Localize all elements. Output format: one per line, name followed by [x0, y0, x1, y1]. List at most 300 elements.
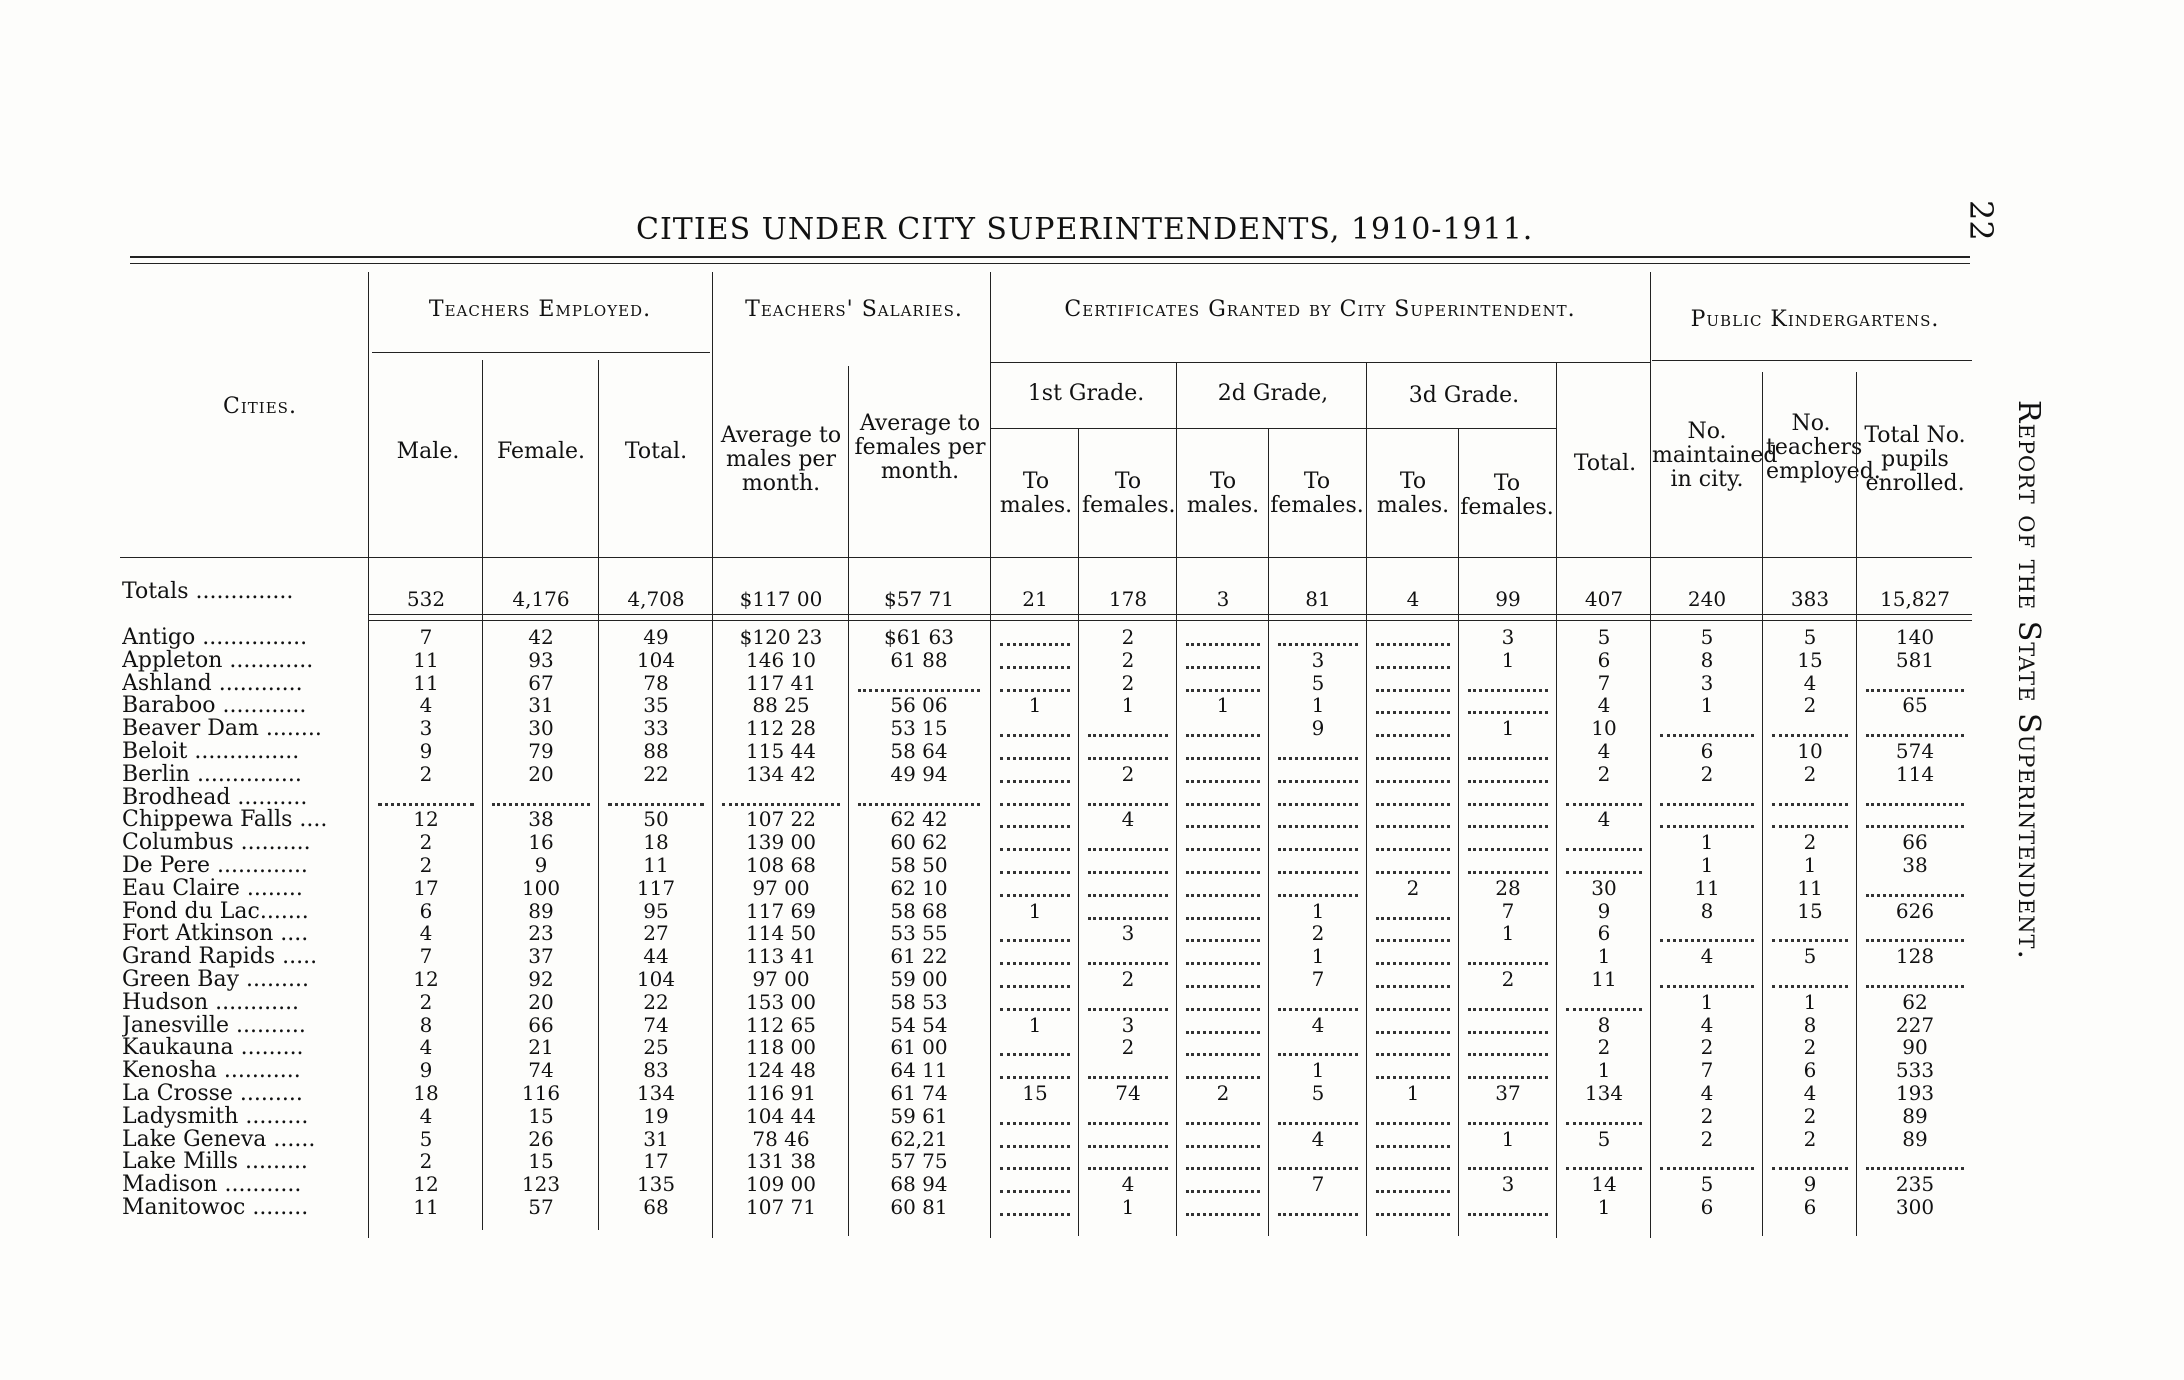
leader-dots [492, 800, 590, 806]
table-cell: 60 81 [890, 1195, 948, 1219]
col-rule [1366, 362, 1367, 1236]
leader-dots [1468, 708, 1548, 714]
header-female: Female. [496, 439, 586, 464]
leader-dots [1278, 1164, 1358, 1170]
rule [372, 352, 710, 353]
table-cell: 11 [413, 647, 439, 672]
table-cell: 2 [1501, 967, 1515, 991]
table-cell: 58 68 [890, 898, 948, 923]
header-g2-males: To males. [1186, 469, 1260, 518]
table-cell: 19 [643, 1103, 669, 1128]
table-cell: 9 [1803, 1172, 1817, 1197]
table-cell: 74 [528, 1058, 554, 1083]
row-city-name: Beloit ............... [122, 740, 300, 763]
leader-dots [1376, 822, 1450, 828]
table-cell: 59 00 [890, 967, 948, 991]
table-cell: 6 [419, 898, 433, 923]
leader-dots [1278, 845, 1358, 851]
table-cell: 12 [413, 967, 439, 991]
table-cell: 2 [1597, 761, 1611, 786]
table-cell: 12 [413, 807, 439, 832]
table-cell: 93 [528, 647, 554, 672]
table-cell: 65 [1902, 693, 1928, 718]
leader-dots [1088, 1073, 1168, 1079]
table-cell: 8 [1700, 898, 1714, 923]
table-cell: 112 28 [746, 716, 816, 741]
leader-dots [1000, 686, 1070, 692]
table-cell: 20 [528, 989, 554, 1014]
table-cell: 2 [1803, 1035, 1817, 1060]
row-city-name: Madison ........... [122, 1173, 302, 1197]
table-cell: 581 [1895, 647, 1935, 672]
leader-dots [1376, 1119, 1450, 1125]
table-cell: 235 [1895, 1172, 1935, 1197]
leader-dots [1186, 1005, 1260, 1011]
table-cell: 2 [1121, 647, 1135, 672]
leader-dots [1866, 822, 1964, 828]
leader-dots [1088, 1164, 1168, 1170]
table-cell: 56 06 [890, 693, 948, 718]
leader-dots [1468, 1164, 1548, 1170]
leader-dots [378, 800, 474, 806]
table-cell: 83 [643, 1058, 669, 1083]
row-city-name: Ashland ............ [122, 671, 303, 695]
table-cell: 58 53 [890, 989, 948, 1014]
table-cell: 2 [1406, 875, 1420, 900]
leader-dots [1660, 800, 1754, 806]
table-cell: 2 [1311, 921, 1325, 946]
totals-cell: 3 [1216, 587, 1230, 611]
leader-dots [1468, 1050, 1548, 1056]
table-cell: 23 [528, 921, 554, 946]
leader-dots [1376, 845, 1450, 851]
leader-dots [1088, 959, 1168, 965]
table-cell: 7 [1311, 1172, 1325, 1197]
table-cell: 25 [643, 1035, 669, 1060]
leader-dots [1278, 1210, 1358, 1216]
leader-dots [1376, 708, 1450, 714]
row-city-name: Columbus .......... [122, 831, 311, 855]
leader-dots [1186, 1050, 1260, 1056]
table-cell: 50 [643, 807, 669, 832]
table-cell: 6 [1803, 1058, 1817, 1083]
table-cell: 2 [1121, 625, 1135, 649]
header-k-pupils: Total No. pupils enrolled. [1864, 423, 1966, 496]
row-city-name: Grand Rapids ..... [122, 945, 318, 969]
table-cell: 107 22 [746, 807, 816, 832]
table-cell: 92 [528, 967, 554, 991]
leader-dots [1376, 982, 1450, 988]
row-city-name: Kaukauna ......... [122, 1036, 304, 1060]
row-city-name: De Pere ............. [122, 854, 308, 877]
table-cell: 11 [413, 1195, 439, 1219]
table-cell: 2 [1803, 830, 1817, 855]
table-cell: 1 [1700, 830, 1714, 855]
table-cell: 114 [1895, 761, 1935, 786]
table-cell: 6 [1597, 921, 1611, 946]
table-cell: 59 61 [890, 1103, 948, 1128]
header-g3-females: To females. [1460, 471, 1554, 520]
row-city-name: Ladysmith ......... [122, 1104, 309, 1128]
table-cell: 33 [643, 716, 669, 741]
header-grade3: 3d Grade. [1408, 383, 1520, 408]
table-cell: 2 [1121, 967, 1135, 991]
leader-dots [1866, 982, 1964, 988]
leader-dots [1186, 1142, 1260, 1148]
leader-dots [1186, 731, 1260, 737]
table-cell: 31 [528, 693, 554, 718]
leader-dots [1186, 1164, 1260, 1170]
table-cell: 67 [528, 670, 554, 695]
table-cell: 38 [528, 807, 554, 832]
leader-dots [1468, 845, 1548, 851]
leader-dots [1088, 1005, 1168, 1011]
table-cell: 1 [1028, 898, 1042, 923]
table-cell: 7 [419, 944, 433, 969]
table-cell: 15 [1797, 898, 1823, 923]
table-cell: 22 [643, 761, 669, 786]
totals-cell: 407 [1584, 587, 1624, 611]
table-cell: 134 [636, 1081, 676, 1105]
row-city-name: Baraboo ............ [122, 694, 307, 718]
leader-dots [1468, 686, 1548, 692]
table-cell: 61 00 [890, 1035, 948, 1060]
leader-dots [1088, 731, 1168, 737]
table-cell: 74 [1115, 1081, 1141, 1105]
table-cell: 88 [643, 739, 669, 763]
table-cell: 4 [1803, 670, 1817, 695]
leader-dots [1772, 800, 1848, 806]
leader-dots [1772, 731, 1848, 737]
leader-dots [1088, 891, 1168, 897]
leader-dots [1468, 1119, 1548, 1125]
table-cell: 1 [1216, 693, 1230, 718]
table-cell: 113 41 [746, 944, 816, 969]
table-cell: 1 [1501, 1126, 1515, 1151]
table-cell: 4 [1803, 1081, 1817, 1105]
table-cell: 4 [1700, 1012, 1714, 1037]
table-cell: 2 [1700, 1103, 1714, 1128]
table-cell: 1 [1501, 647, 1515, 672]
table-cell: 2 [1121, 761, 1135, 786]
leader-dots [1866, 731, 1964, 737]
table-cell: 58 50 [890, 853, 948, 877]
table-cell: 2 [1803, 1103, 1817, 1128]
leader-dots [1000, 845, 1070, 851]
leader-dots [858, 800, 980, 806]
leader-dots [1186, 1187, 1260, 1193]
table-cell: 2 [1700, 761, 1714, 786]
leader-dots [1088, 845, 1168, 851]
totals-cell: 4,176 [512, 587, 570, 611]
table-cell: 66 [528, 1012, 554, 1037]
table-cell: 533 [1895, 1058, 1935, 1083]
table-cell: 1 [1700, 693, 1714, 718]
row-city-name: Eau Claire ........ [122, 876, 303, 900]
table-cell: 1 [1311, 898, 1325, 923]
leader-dots [1376, 959, 1450, 965]
table-cell: 53 55 [890, 921, 948, 946]
col-rule [1458, 428, 1459, 1236]
table-cell: 116 [521, 1081, 561, 1105]
leader-dots [1088, 914, 1168, 920]
table-cell: 7 [419, 625, 433, 649]
table-cell: 11 [1694, 875, 1720, 900]
table-cell: 1 [1121, 693, 1135, 718]
totals-cell: 178 [1108, 587, 1148, 611]
leader-dots [1000, 754, 1070, 760]
table-cell: 3 [1700, 670, 1714, 695]
leader-dots [1376, 936, 1450, 942]
table-cell: 104 [636, 967, 676, 991]
leader-dots [1866, 800, 1964, 806]
table-cell: 9 [419, 739, 433, 763]
table-cell: 9 [419, 1058, 433, 1083]
table-cell: 117 69 [746, 898, 816, 923]
leader-dots [1186, 1073, 1260, 1079]
table-cell: 27 [643, 921, 669, 946]
table-cell: 89 [1902, 1103, 1928, 1128]
table-cell: 38 [1902, 853, 1928, 877]
table-cell: 7 [1597, 670, 1611, 695]
leader-dots [1376, 754, 1450, 760]
table-cell: 2 [419, 1149, 433, 1174]
table-cell: 2 [419, 830, 433, 855]
table-cell: 11 [643, 853, 669, 877]
leader-dots [1866, 1164, 1964, 1170]
table-cell: 128 [1895, 944, 1935, 969]
table-cell: 6 [1597, 647, 1611, 672]
header-avg-males: Average to males per month. [720, 423, 842, 496]
table-cell: 5 [1803, 944, 1817, 969]
totals-cell: 240 [1687, 587, 1727, 611]
table-cell: 139 00 [746, 830, 816, 855]
table-cell: 61 88 [890, 647, 948, 672]
table-cell: 193 [1895, 1081, 1935, 1105]
table-cell: 1 [1311, 693, 1325, 718]
leader-dots [1376, 1050, 1450, 1056]
table-cell: 30 [1591, 875, 1617, 900]
header-grade1: 1st Grade. [1027, 381, 1145, 406]
table-cell: 49 94 [890, 761, 948, 786]
col-rule [1762, 372, 1763, 1236]
table-cell: 26 [528, 1126, 554, 1151]
table-cell: 44 [643, 944, 669, 969]
table-cell: 9 [534, 853, 548, 877]
table-cell: 6 [1803, 1195, 1817, 1219]
table-cell: 2 [1121, 1035, 1135, 1060]
table-cell: 53 15 [890, 716, 948, 741]
table-cell: 2 [1597, 1035, 1611, 1060]
table-cell: 4 [1121, 1172, 1135, 1197]
table-cell: 135 [636, 1172, 676, 1197]
leader-dots [1278, 754, 1358, 760]
leader-dots [1376, 663, 1450, 669]
leader-dots [1088, 1142, 1168, 1148]
table-cell: 11 [1797, 875, 1823, 900]
leader-dots [1660, 936, 1754, 942]
table-cell: 4 [1597, 693, 1611, 718]
row-city-name: Chippewa Falls .... [122, 808, 328, 832]
table-cell: 68 94 [890, 1172, 948, 1197]
leader-dots [1566, 845, 1642, 851]
table-cell: 1 [1597, 1195, 1611, 1219]
leader-dots [1468, 1028, 1548, 1034]
leader-dots [1468, 822, 1548, 828]
leader-dots [1278, 891, 1358, 897]
row-city-name: Antigo ............... [122, 626, 308, 649]
table-cell: 2 [1803, 693, 1817, 718]
leader-dots [1376, 1210, 1450, 1216]
table-cell: 574 [1895, 739, 1935, 763]
table-cell: 4 [1597, 739, 1611, 763]
table-cell: 90 [1902, 1035, 1928, 1060]
leader-dots [1468, 1005, 1548, 1011]
table-cell: 4 [419, 1035, 433, 1060]
leader-dots [1186, 663, 1260, 669]
header-g1-males: To males. [999, 469, 1073, 518]
table-cell: 1 [1501, 921, 1515, 946]
table-cell: 1 [1406, 1081, 1420, 1105]
col-rule [1078, 428, 1079, 1236]
header-male: Male. [396, 439, 460, 464]
table-cell: 10 [1797, 739, 1823, 763]
table-cell: 116 91 [746, 1081, 816, 1105]
header-g2-females: To females. [1270, 469, 1364, 518]
table-cell: 227 [1895, 1012, 1935, 1037]
table-cell: 108 68 [746, 853, 816, 877]
table-cell: 15 [528, 1149, 554, 1174]
table-cell: 57 75 [890, 1149, 948, 1174]
totals-cell: 532 [406, 587, 446, 611]
leader-dots [1376, 914, 1450, 920]
table-cell: 117 41 [746, 670, 816, 695]
leader-dots [1000, 663, 1070, 669]
leader-dots [1468, 868, 1548, 874]
table-cell: 1 [1121, 1195, 1135, 1219]
col-rule [1556, 362, 1557, 1238]
leader-dots [1186, 800, 1260, 806]
table-cell: 22 [643, 989, 669, 1014]
table-cell: 62 [1902, 989, 1928, 1014]
table-cell: 2 [1700, 1035, 1714, 1060]
rule [368, 614, 1972, 615]
table-cell: 5 [1597, 1126, 1611, 1151]
leader-dots [1000, 640, 1070, 646]
table-cell: 8 [1803, 1012, 1817, 1037]
table-cell: 112 65 [746, 1012, 816, 1037]
table-cell: 115 44 [746, 739, 816, 763]
table-cell: 58 64 [890, 739, 948, 763]
table-cell: 5 [1597, 625, 1611, 649]
table-cell: 2 [419, 989, 433, 1014]
leader-dots [1278, 822, 1358, 828]
col-rule [482, 360, 483, 1230]
leader-dots [1000, 777, 1070, 783]
table-cell: 42 [528, 625, 554, 649]
table-cell: 1 [1028, 1012, 1042, 1037]
table-cell: 4 [419, 921, 433, 946]
table-cell: 66 [1902, 830, 1928, 855]
totals-cell: $57 71 [884, 587, 954, 611]
row-city-name: Kenosha ........... [122, 1059, 301, 1083]
leader-dots [1000, 1119, 1070, 1125]
leader-dots [1866, 936, 1964, 942]
table-cell: 31 [643, 1126, 669, 1151]
table-cell: 300 [1895, 1195, 1935, 1219]
page-title: CITIES UNDER CITY SUPERINTENDENTS, 1910-1911. [636, 212, 1534, 247]
table-cell: 16 [528, 830, 554, 855]
leader-dots [1000, 1050, 1070, 1056]
col-rule [368, 272, 369, 1238]
leader-dots [1186, 777, 1260, 783]
leader-dots [1000, 1187, 1070, 1193]
table-cell: 62 42 [890, 807, 948, 832]
table-cell: 2 [1121, 670, 1135, 695]
table-cell: 21 [528, 1035, 554, 1060]
header-kindergartens: Public Kindergartens. [1690, 307, 1940, 332]
table-cell: $61 63 [884, 625, 954, 649]
leader-dots [1186, 959, 1260, 965]
table-cell: 109 00 [746, 1172, 816, 1197]
table-cell: 79 [528, 739, 554, 763]
running-head: Report of the State Superintendent. [2011, 400, 2046, 961]
leader-dots [1000, 1142, 1070, 1148]
table-cell: 7 [1700, 1058, 1714, 1083]
col-rule [1856, 372, 1857, 1236]
leader-dots [1566, 800, 1642, 806]
leader-dots [722, 800, 840, 806]
rule [368, 620, 1972, 621]
leader-dots [1088, 754, 1168, 760]
table-cell: 9 [1597, 898, 1611, 923]
table-cell: $120 23 [739, 625, 823, 649]
leader-dots [1660, 1164, 1754, 1170]
leader-dots [1376, 1073, 1450, 1079]
table-cell: 8 [419, 1012, 433, 1037]
table-cell: 4 [1597, 807, 1611, 832]
leader-dots [1376, 686, 1450, 692]
leader-dots [1566, 1164, 1642, 1170]
leader-dots [1772, 936, 1848, 942]
leader-dots [1186, 754, 1260, 760]
leader-dots [1088, 868, 1168, 874]
leader-dots [1376, 777, 1450, 783]
header-teachers-employed: Teachers Employed. [428, 297, 652, 322]
table-cell: 5 [1700, 1172, 1714, 1197]
col-rule [1650, 272, 1651, 1238]
leader-dots [1186, 1028, 1260, 1034]
table-cell: 1 [1311, 1058, 1325, 1083]
table-cell: 97 00 [752, 967, 810, 991]
table-cell: 78 46 [752, 1126, 810, 1151]
table-cell: 37 [1495, 1081, 1521, 1105]
table-cell: 1 [1311, 944, 1325, 969]
leader-dots [1866, 891, 1964, 897]
col-rule [990, 272, 991, 1238]
leader-dots [1088, 800, 1168, 806]
rule [120, 557, 1972, 558]
table-cell: 4 [1700, 944, 1714, 969]
header-k-teachers: No. teachers employed. [1766, 411, 1881, 484]
table-cell: 104 44 [746, 1103, 816, 1128]
header-certificates: Certificates Granted by City Superintendent. [1064, 297, 1576, 322]
table-cell: 11 [1591, 967, 1617, 991]
table-cell: 5 [1311, 1081, 1325, 1105]
totals-cell: $117 00 [739, 587, 823, 611]
table-cell: 3 [419, 716, 433, 741]
table-cell: 64 11 [890, 1058, 948, 1083]
